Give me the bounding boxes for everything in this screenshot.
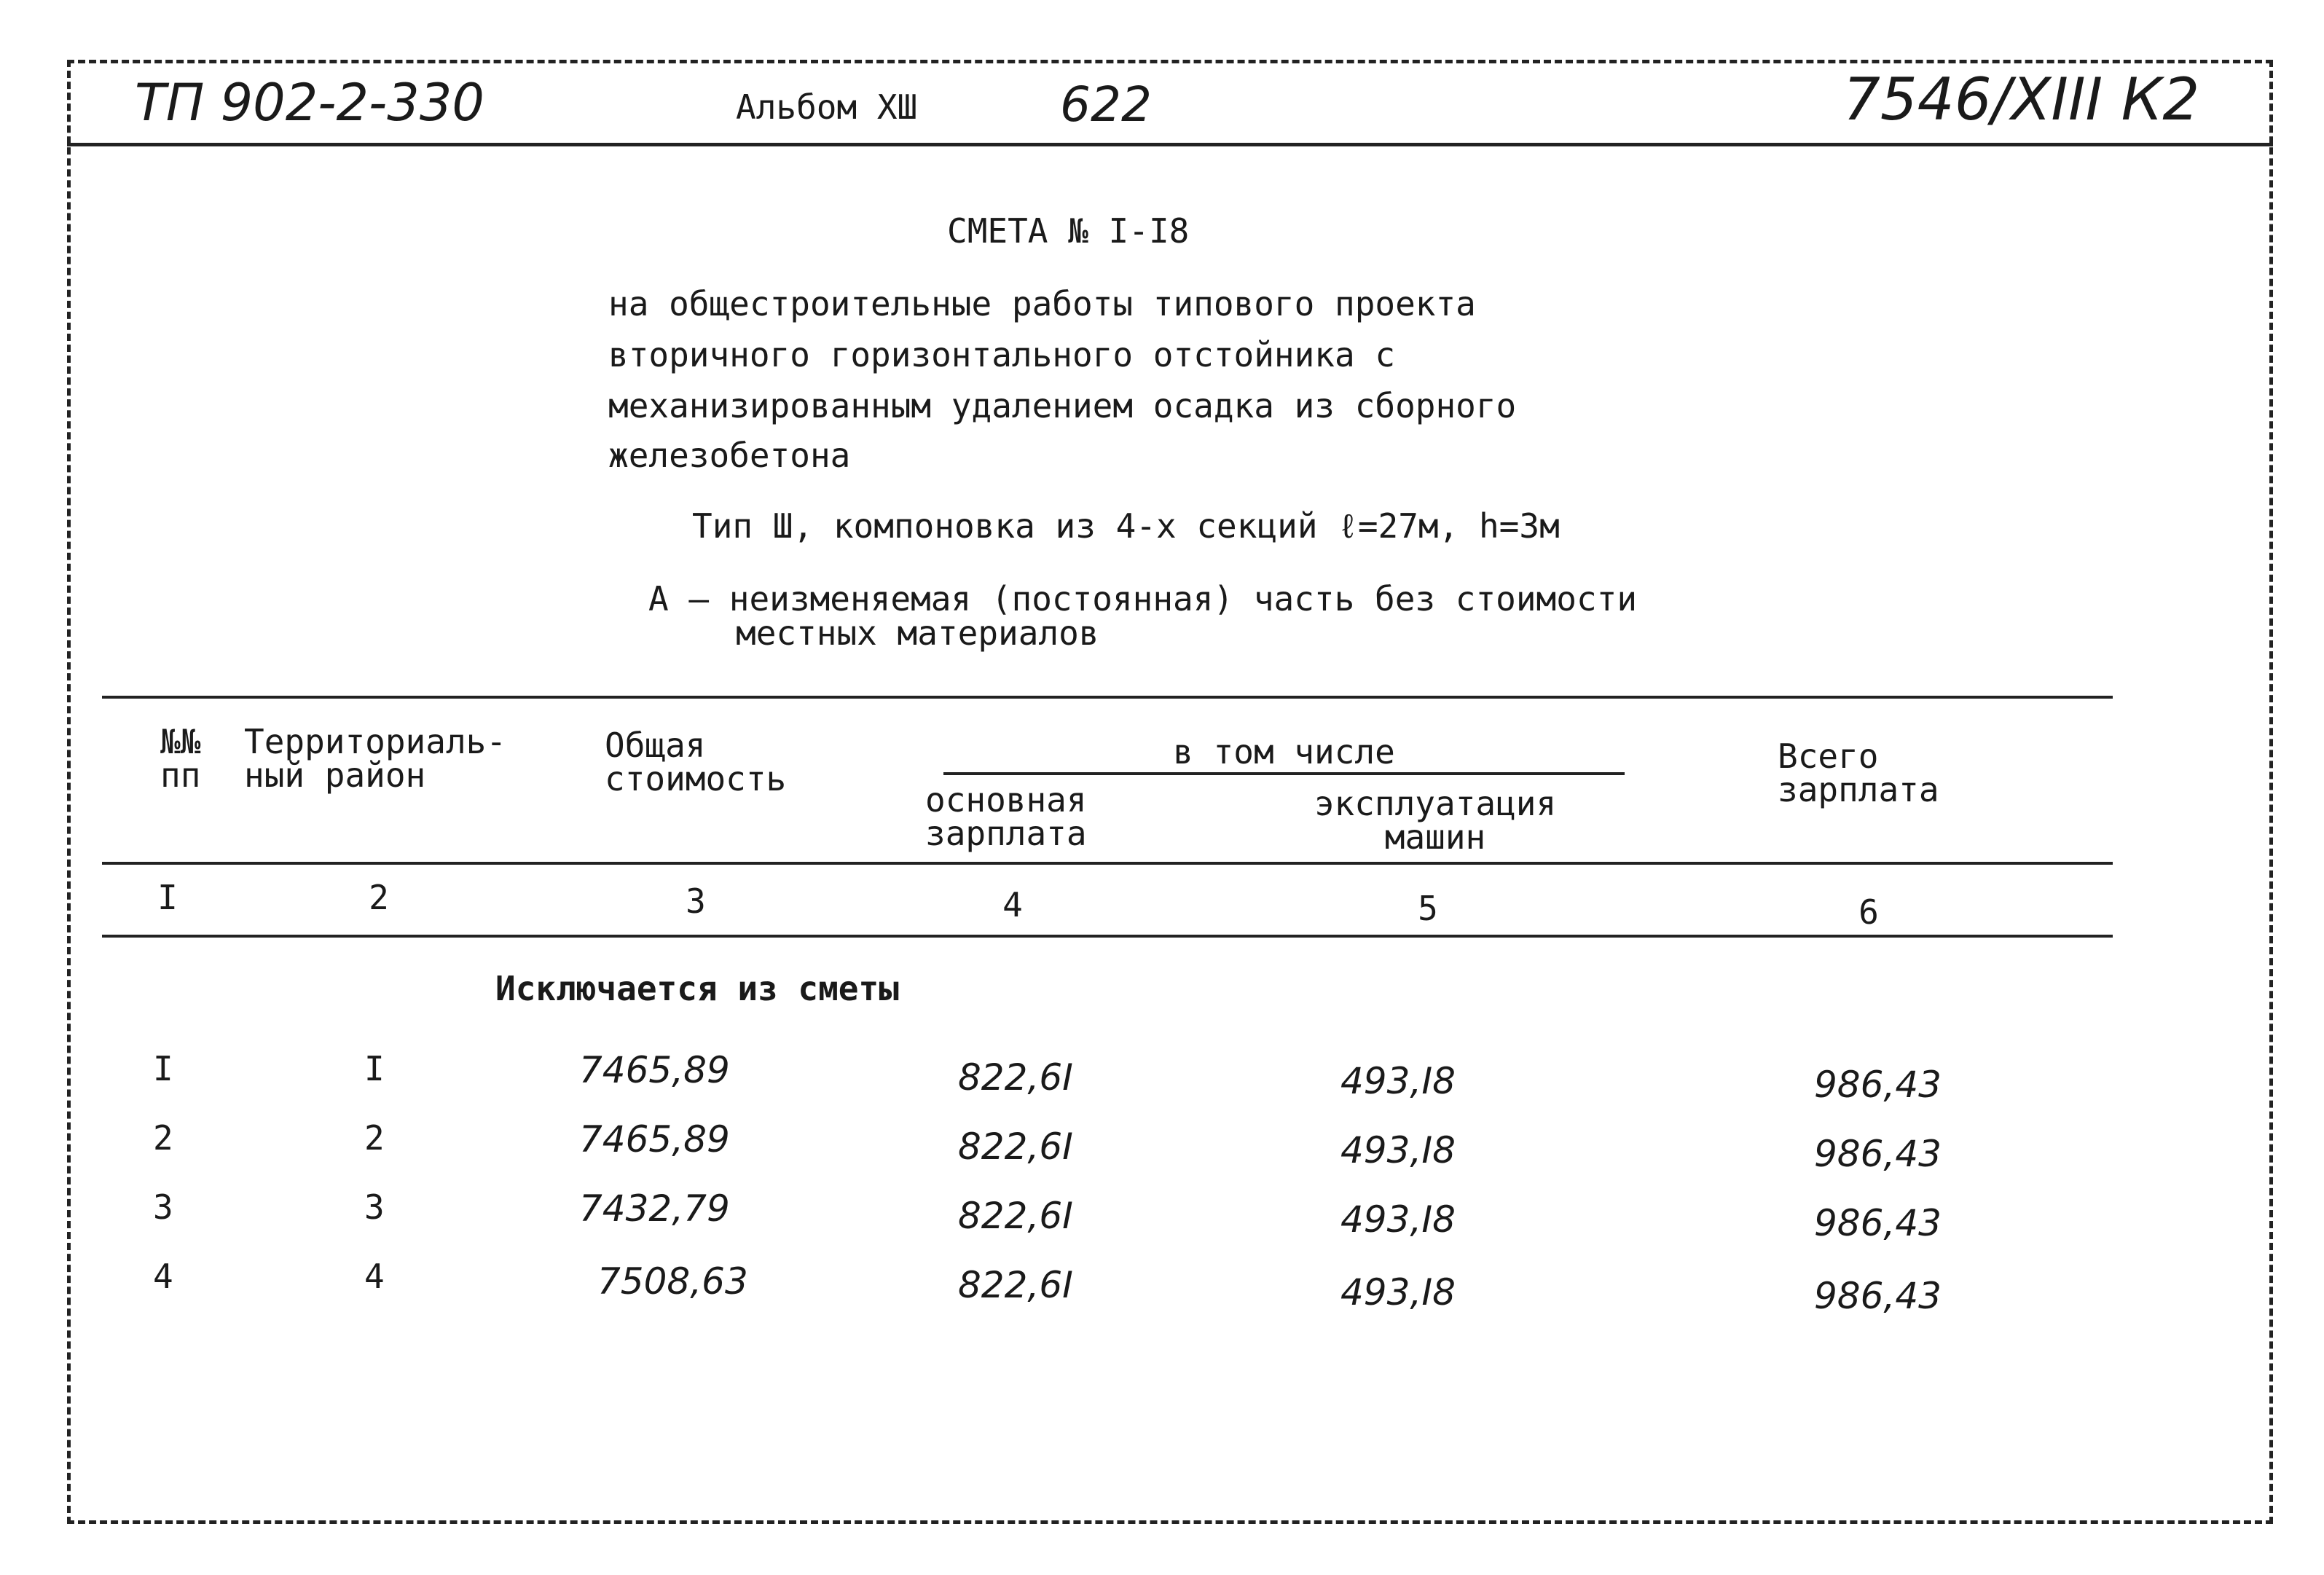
row-region: 4 <box>364 1257 385 1296</box>
row-salary: 822,6I <box>958 1264 1073 1306</box>
title-line-2: вторичного горизонтального отстойника с <box>608 335 1396 374</box>
row-total: 7508,63 <box>597 1260 748 1303</box>
page-number: 622 <box>1060 76 1152 133</box>
row-salary: 822,6I <box>958 1195 1073 1237</box>
row-region: 2 <box>364 1118 385 1158</box>
row-all-salary: 986,43 <box>1814 1133 1942 1175</box>
row-total: 7432,79 <box>579 1187 730 1230</box>
row-number: I <box>153 1049 173 1088</box>
column-number-1: I <box>157 878 178 917</box>
row-machines: 493,I8 <box>1340 1060 1456 1102</box>
header-col-machines: эксплуатация машин <box>1314 784 1557 857</box>
table-top-rule <box>102 696 2113 699</box>
row-total: 7465,89 <box>579 1049 730 1091</box>
row-number: 3 <box>153 1187 173 1227</box>
header-col-salary: основная зарплата <box>925 780 1087 853</box>
header-col-total: Общая стоимость <box>605 726 787 798</box>
title-line-4: железобетона <box>608 436 851 475</box>
header-bottom-rule <box>102 862 2113 865</box>
type-line: Тип Ш, компоновка из 4-х секций ℓ=27м, h=3м <box>692 506 1560 546</box>
header-divider <box>67 143 2273 146</box>
row-region: 3 <box>364 1187 385 1227</box>
row-all-salary: 986,43 <box>1814 1202 1942 1244</box>
column-number-rule <box>102 935 2113 938</box>
header-col-number: №№ пп <box>160 722 201 795</box>
column-number-6: 6 <box>1858 892 1879 932</box>
part-line-1: А – неизменяемая (постоянная) часть без стоимости <box>648 579 1638 618</box>
title-line-1: на общестроительные работы типового проекта <box>608 284 1476 323</box>
row-all-salary: 986,43 <box>1814 1064 1942 1106</box>
header-col-all-salary: Всего зарплата <box>1778 737 1939 809</box>
album-label: Альбом XШ <box>736 87 918 127</box>
column-number-5: 5 <box>1418 889 1438 928</box>
row-salary: 822,6I <box>958 1056 1073 1099</box>
row-all-salary: 986,43 <box>1814 1275 1942 1317</box>
row-machines: 493,I8 <box>1340 1129 1456 1171</box>
row-number: 2 <box>153 1118 173 1158</box>
column-number-4: 4 <box>1002 885 1023 924</box>
row-total: 7465,89 <box>579 1118 730 1160</box>
title-line-3: механизированным удалением осадка из сборного <box>608 386 1517 425</box>
row-number: 4 <box>153 1257 173 1296</box>
column-number-2: 2 <box>369 878 389 917</box>
part-line-2: местных материалов <box>736 613 1099 653</box>
row-region: I <box>364 1049 385 1088</box>
section-title: Исключается из сметы <box>495 969 899 1008</box>
estimate-heading: СМЕТА № I-I8 <box>947 211 1190 251</box>
inventory-number: 7546/XIII К2 <box>1843 66 2200 133</box>
column-number-3: 3 <box>686 881 706 921</box>
row-salary: 822,6I <box>958 1126 1073 1168</box>
header-group-including: в том числе <box>1173 732 1395 771</box>
group-header-rule <box>943 772 1625 775</box>
row-machines: 493,I8 <box>1340 1198 1456 1241</box>
project-code: ТП 902-2-330 <box>135 73 484 133</box>
row-machines: 493,I8 <box>1340 1271 1456 1313</box>
header-col-region: Территориаль-ный район <box>244 722 507 795</box>
